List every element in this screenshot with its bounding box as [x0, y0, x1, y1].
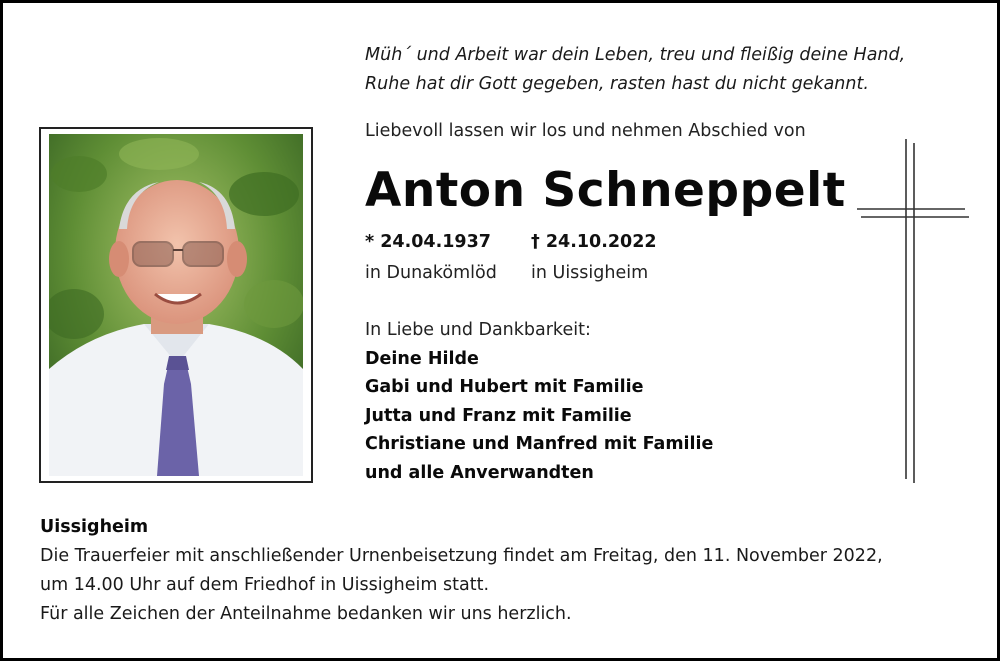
ceremony-line-2: um 14.00 Uhr auf dem Friedhof in Uissigheim statt.: [40, 575, 490, 595]
life-dates: [365, 232, 657, 252]
portrait-frame: [39, 127, 313, 483]
mourner-line: Christiane und Manfred mit Familie: [365, 434, 714, 454]
mourner-line: Deine Hilde: [365, 348, 479, 369]
ceremony-details: [40, 513, 883, 629]
portrait-illustration: [49, 134, 303, 476]
memorial-verse: [365, 41, 905, 99]
birth-date: * 24.04.1937: [365, 232, 491, 252]
portrait-photo: [49, 134, 303, 476]
mourner-line: Gabi und Hubert mit Familie: [365, 377, 644, 397]
mourner-line: und alle Anverwandten: [365, 462, 594, 483]
ceremony-place: Uissigheim: [40, 517, 149, 537]
deceased-name: Anton Schneppelt: [365, 163, 846, 218]
death-place: in Uissigheim: [531, 263, 649, 283]
intro-text: Liebevoll lassen wir los und nehmen Abschied von: [365, 121, 806, 141]
cross-icon: [853, 139, 973, 487]
thanks-line: Für alle Zeichen der Anteilnahme bedanken wir uns herzlich.: [40, 604, 572, 624]
verse-line-1: Müh´ und Arbeit war dein Leben, treu und fleißig deine Hand,: [365, 45, 906, 65]
mourner-line: Jutta und Franz mit Familie: [365, 405, 632, 426]
death-date: † 24.10.2022: [531, 232, 657, 252]
mourners-block: [365, 316, 713, 487]
mourners-lead: In Liebe und Dankbarkeit:: [365, 320, 591, 340]
birth-place: in Dunakömlöd: [365, 263, 497, 283]
ceremony-line-1: Die Trauerfeier mit anschließender Urnenbeisetzung findet am Freitag, den 11. November 2022,: [40, 546, 883, 566]
verse-line-2: Ruhe hat dir Gott gegeben, rasten hast du nicht gekannt.: [365, 74, 869, 94]
life-places: [365, 263, 649, 283]
